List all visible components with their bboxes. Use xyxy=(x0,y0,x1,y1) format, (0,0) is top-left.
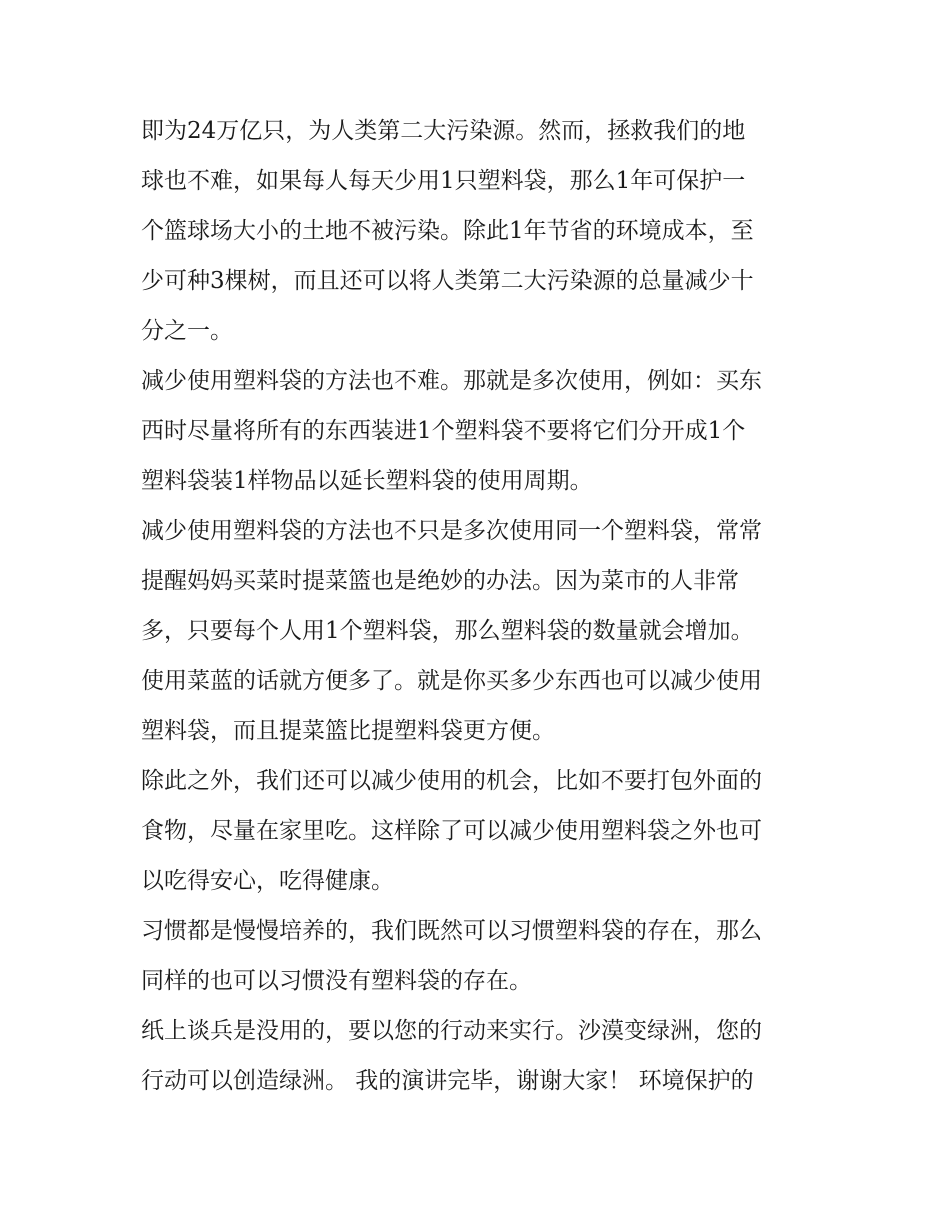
text-line: 习惯都是慢慢培养的，我们既然可以习惯塑料袋的存在，那么 xyxy=(141,918,762,944)
text-line: 少可种3棵树，而且还可以将人类第二大污染源的总量减少十 xyxy=(141,268,754,294)
text-line: 食物，尽量在家里吃。这样除了可以减少使用塑料袋之外也可 xyxy=(141,818,762,844)
text-line: 塑料袋，而且提菜篮比提塑料袋更方便。 xyxy=(141,718,555,744)
text-line: 除此之外，我们还可以减少使用的机会，比如不要打包外面的 xyxy=(141,768,762,794)
text-line: 使用菜蓝的话就方便多了。就是你买多少东西也可以减少使用 xyxy=(141,668,762,694)
text-line: 塑料袋装1样物品以延长塑料袋的使用周期。 xyxy=(141,468,593,494)
text-line: 球也不难，如果每人每天少用1只塑料袋，那么1年可保护一 xyxy=(141,168,746,194)
text-line: 减少使用塑料袋的方法也不难。那就是多次使用，例如：买东 xyxy=(141,368,762,394)
text-line: 减少使用塑料袋的方法也不只是多次使用同一个塑料袋，常常 xyxy=(141,518,762,544)
speech-text xyxy=(141,106,813,1106)
text-line: 以吃得安心，吃得健康。 xyxy=(141,868,394,894)
text-line: 即为24万亿只，为人类第二大污染源。然而，拯救我们的地 xyxy=(141,118,746,144)
text-line: 西时尽量将所有的东西装进1个塑料袋不要将它们分开成1个 xyxy=(141,418,746,444)
text-line: 行动可以创造绿洲。 我的演讲完毕，谢谢大家！ 环境保护的 xyxy=(141,1068,754,1094)
text-line: 分之一。 xyxy=(141,318,233,344)
text-line: 个篮球场大小的土地不被污染。除此1年节省的环境成本，至 xyxy=(141,218,754,244)
text-line: 提醒妈妈买菜时提菜篮也是绝妙的办法。因为菜市的人非常 xyxy=(141,568,739,594)
text-line: 纸上谈兵是没用的，要以您的行动来实行。沙漠变绿洲，您的 xyxy=(141,1018,762,1044)
text-line: 同样的也可以习惯没有塑料袋的存在。 xyxy=(141,968,532,994)
text-line: 多，只要每个人用1个塑料袋，那么塑料袋的数量就会增加。 xyxy=(141,618,754,644)
